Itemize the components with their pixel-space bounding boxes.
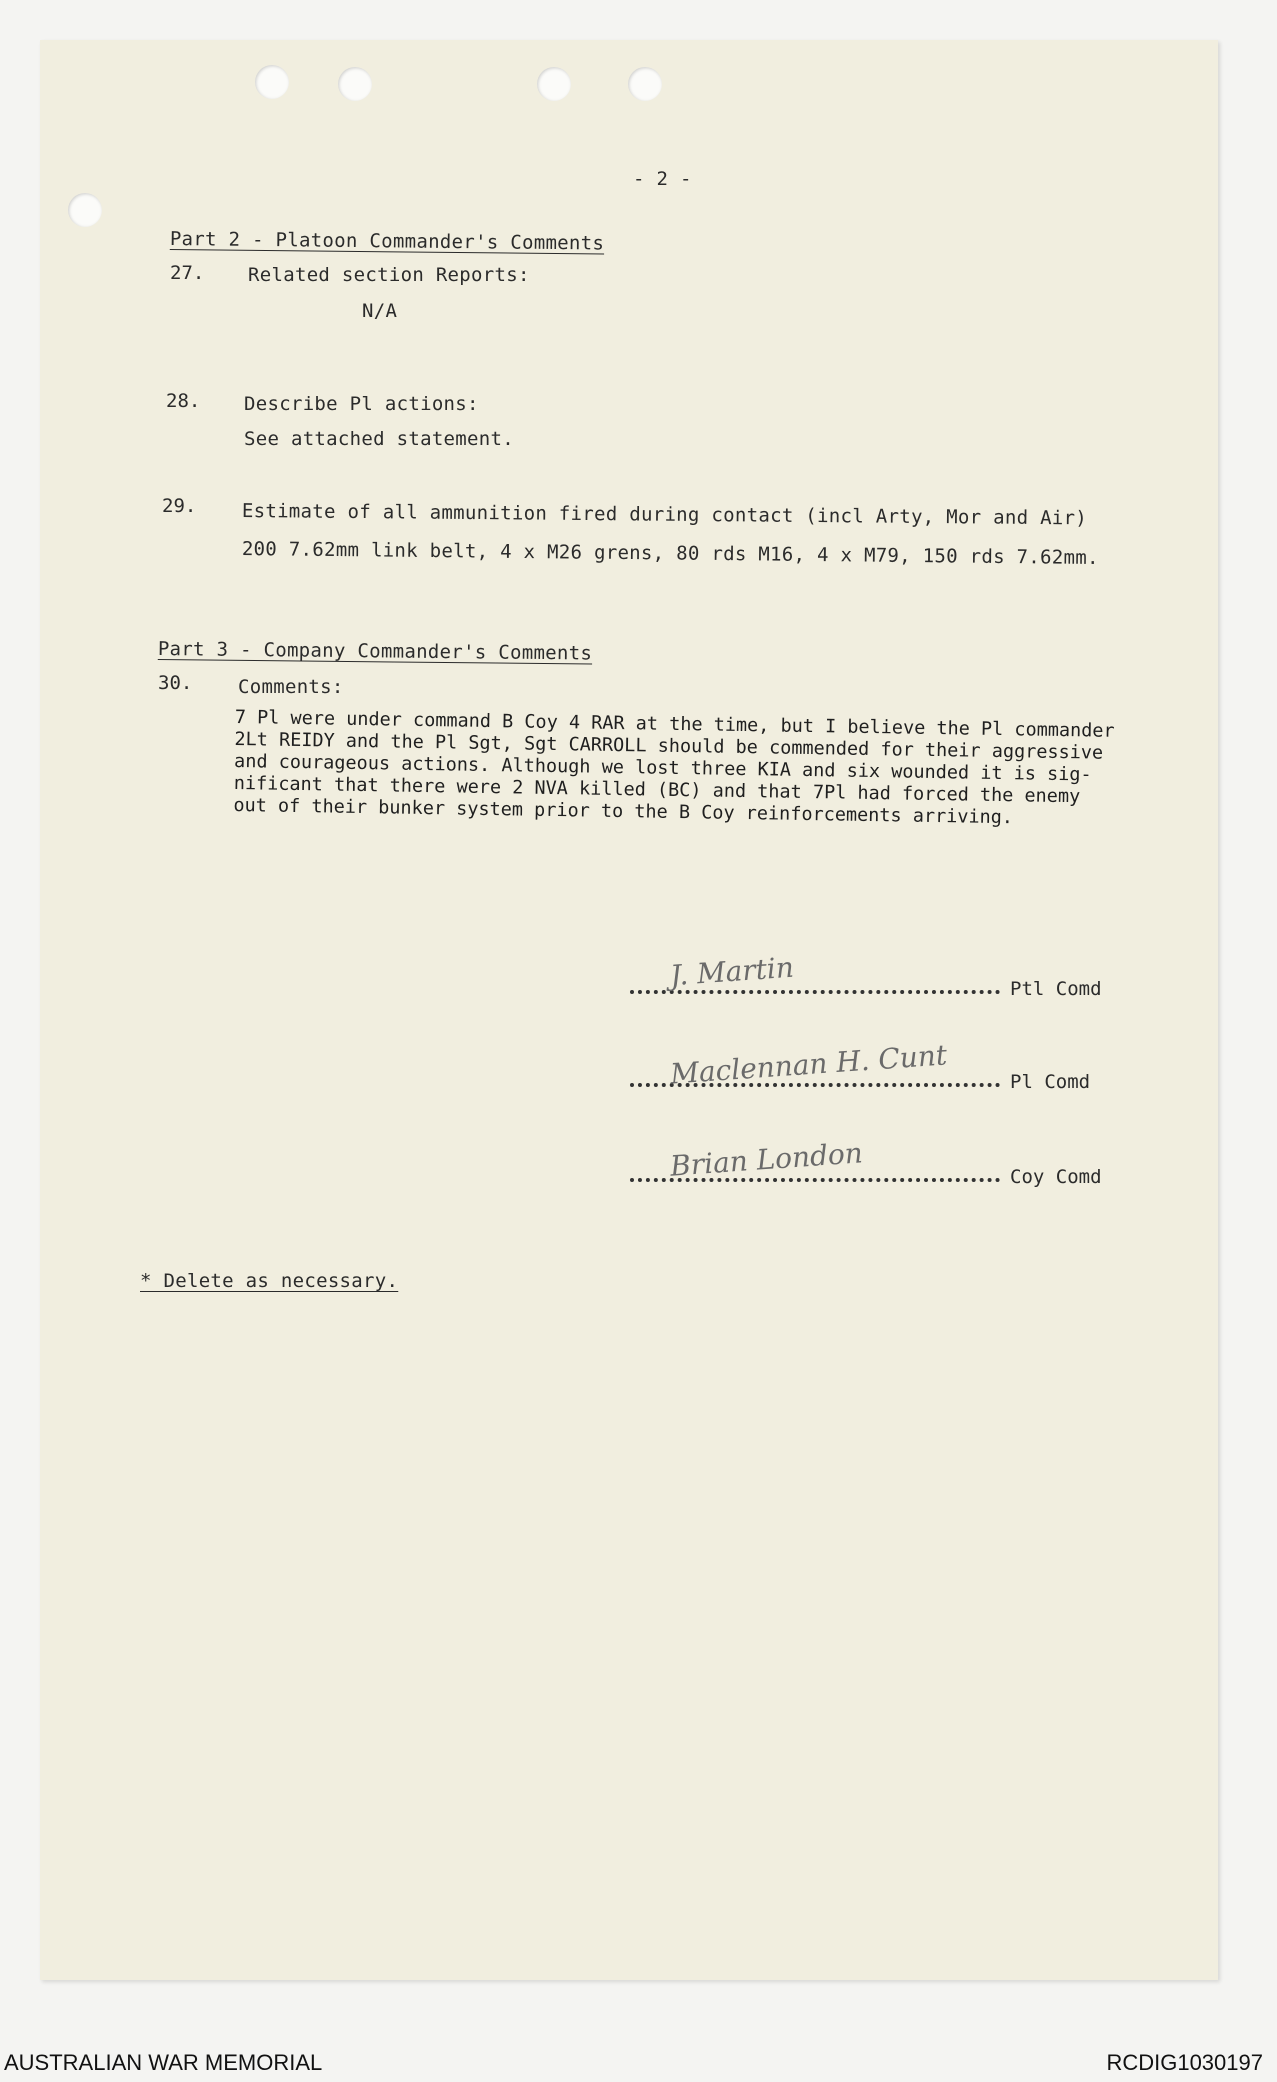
item30-comments: 7 Pl were under command B Coy 4 RAR at the time, but I believe the Pl commander 2Lt REIDY and the Pl Sgt, Sgt CARROLL should be commended for their aggressive and courageous actions. Although we lost three KIA and six wounded it is sig- nificant that there were 2 NVA killed (BC) and that 7Pl had forced the enemy out of their bunker system prior to the B Coy reinforcements arriving. (233, 707, 1115, 829)
item28-label: Describe Pl actions: (244, 393, 479, 415)
signature-row (630, 950, 1130, 1000)
punch-hole (255, 65, 289, 99)
part2-heading: Part 2 - Platoon Commander's Comments (169, 228, 605, 255)
page-number: - 2 - (633, 168, 692, 190)
item30-number: 30. (158, 672, 193, 694)
role-ptl-comd: Ptl Comd (1010, 978, 1102, 1000)
role-coy-comd: Coy Comd (1010, 1166, 1102, 1188)
item29-label: Estimate of all ammunition fired during contact (incl Arty, Mor and Air) (241, 500, 1088, 530)
item27-number: 27. (170, 262, 205, 284)
item28-value: See attached statement. (244, 428, 514, 450)
document-page (40, 40, 1218, 1980)
punch-hole (338, 67, 372, 101)
item29-value: 200 7.62mm link belt, 4 x M26 grens, 80 rds M16, 4 x M79, 150 rds 7.62mm. (241, 538, 1099, 569)
signature-row (630, 1038, 1130, 1093)
footer-source: AUSTRALIAN WAR MEMORIAL (4, 2050, 323, 2075)
signature-row (630, 1136, 1130, 1188)
signature-coy-comd: Brian London (669, 1136, 864, 1183)
item27-value: N/A (362, 300, 398, 322)
signature-ptl-comd: J. Martin (668, 950, 795, 993)
footnote: * Delete as necessary. (140, 1270, 399, 1292)
role-pl-comd: Pl Comd (1010, 1071, 1091, 1093)
footer-id: RCDIG1030197 (1106, 2050, 1263, 2075)
item29-number: 29. (162, 495, 197, 517)
item28-number: 28. (166, 390, 201, 412)
part3-heading: Part 3 - Company Commander's Comments (157, 638, 593, 665)
punch-hole (628, 67, 662, 101)
signature-pl-comd: Maclennan H. Cunt (669, 1038, 949, 1091)
item27-label: Related section Reports: (248, 264, 530, 286)
item30-label: Comments: (238, 676, 344, 698)
punch-hole (537, 67, 571, 101)
punch-hole (68, 193, 102, 227)
